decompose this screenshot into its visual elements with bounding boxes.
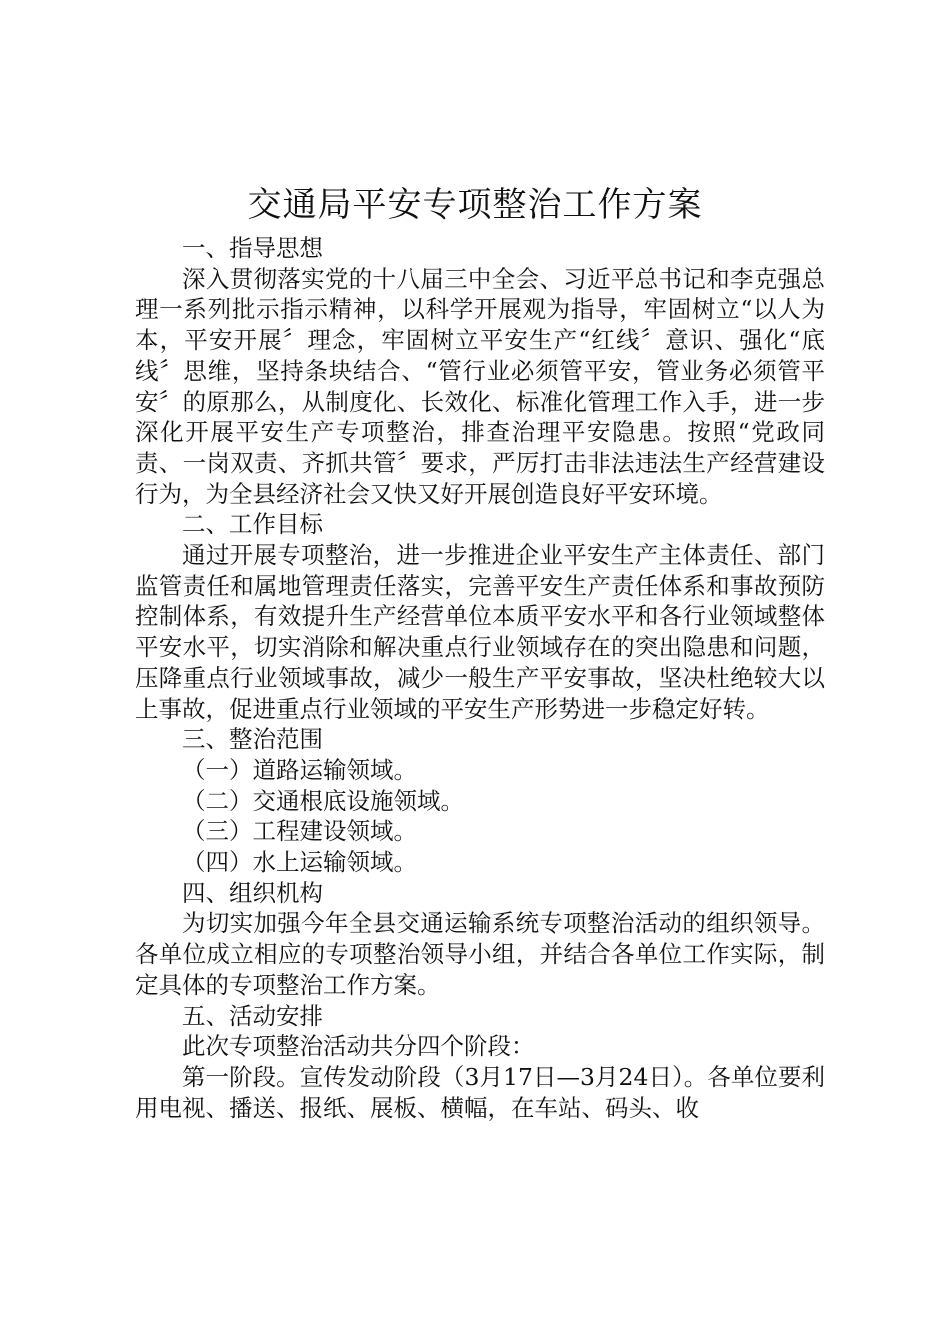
- heading-work-goals: 二、工作目标: [182, 510, 323, 539]
- document-title: 交通局平安专项整治工作方案: [247, 185, 703, 225]
- heading-guiding-thought: 一、指导思想: [182, 234, 323, 262]
- paragraph-stage-one: 第一阶段。宣传发动阶段（3月17日—3月24日）。各单位要利用电视、播送、报纸、展板、横幅，在车站、码头、收: [135, 1062, 825, 1122]
- paragraph-work-goals: 通过开展专项整治，进一步推进企业平安生产主体责任、部门监管责任和属地管理责任落实，完善平安生产责任体系和事故预防控制体系，有效提升生产经营单位本质平安水平和各行业领域整体平安水平，切实消除和解决重点行业领域存在的突出隐患和问题，压降重点行业领域事故，减少一般生产平安事故，坚决杜绝较大以上事故，促进重点行业领域的平安生产形势进一步稳定好转。: [135, 541, 825, 723]
- heading-activity-arrangement: 五、活动安排: [182, 1001, 323, 1030]
- scope-item-road-transport: （一）道路运输领域。: [182, 755, 417, 784]
- document-body: [135, 233, 825, 1123]
- scope-item-infrastructure: （二）交通根底设施领域。: [182, 786, 464, 815]
- paragraph-organization: 为切实加强今年全县交通运输系统专项整治活动的组织领导。各单位成立相应的专项整治领导小组，并结合各单位工作实际，制定具体的专项整治工作方案。: [135, 909, 825, 999]
- heading-organization: 四、组织机构: [182, 878, 323, 907]
- paragraph-four-stages: 此次专项整治活动共分四个阶段：: [182, 1032, 535, 1061]
- scope-item-water-transport: （四）水上运输领域。: [182, 848, 417, 877]
- heading-rectification-scope: 三、整治范围: [182, 725, 323, 754]
- paragraph-guiding-thought: 深入贯彻落实党的十八届三中全会、习近平总书记和李克强总理一系列批示指示精神，以科学开展观为指导，牢固树立“以人为本，平安开展〞理念，牢固树立平安生产“红线〞意识、强化“底线〞思维，坚持条块结合、“管行业必须管平安，管业务必须管平安〞的原那么，从制度化、长效化、标准化管理工作入手，进一步深化开展平安生产专项整治，排查治理平安隐患。按照“党政同责、一岗双责、齐抓共管〞要求，严厉打击非法违法生产经营建设行为，为全县经济社会又快又好开展创造良好平安环境。: [135, 264, 825, 508]
- scope-item-engineering: （三）工程建设领域。: [182, 817, 417, 846]
